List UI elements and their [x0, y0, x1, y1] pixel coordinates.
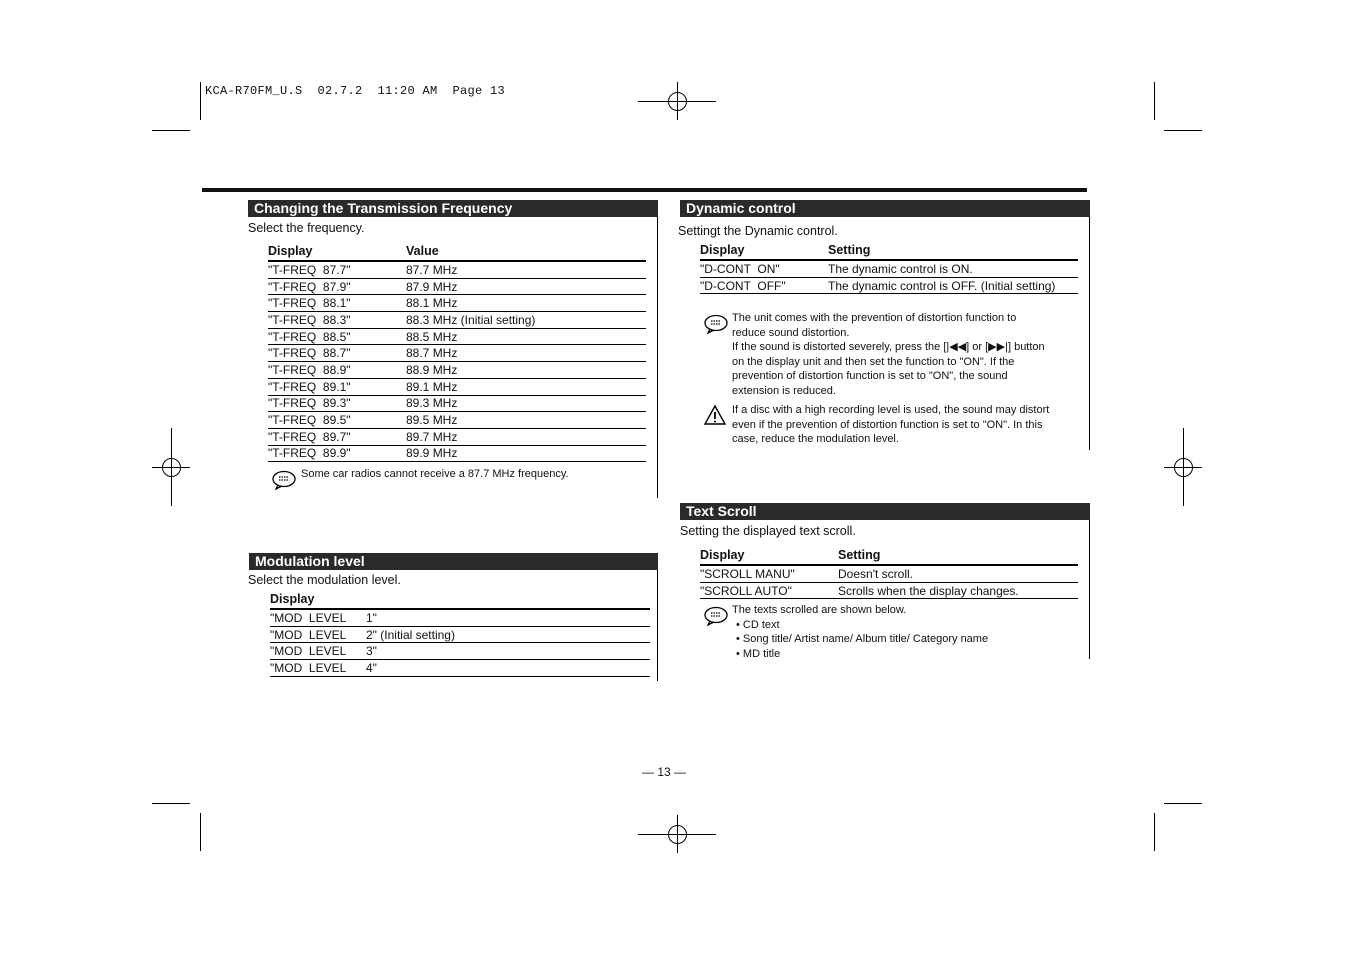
table-row — [700, 582, 1078, 599]
table-cell: "D-CONT OFF" — [700, 277, 828, 294]
scroll-note: The texts scrolled are shown below. • CD text • Song title/ Artist name/ Album title/ Category name • MD title — [732, 604, 989, 660]
page-number: — 13 — — [642, 765, 687, 779]
crop-mark — [1164, 803, 1202, 804]
column-header: Display — [268, 243, 406, 261]
table-cell: "T-FREQ 88.9" — [268, 362, 406, 379]
table-cell: 89.1 MHz — [406, 378, 646, 395]
table-row — [268, 378, 646, 395]
table-row — [268, 328, 646, 345]
table-row — [268, 362, 646, 379]
table-row — [700, 565, 1078, 582]
table-cell: "SCROLL MANU" — [700, 565, 838, 582]
table-cell: Scrolls when the display changes. — [838, 582, 1078, 599]
table-cell: "MOD LEVEL — [270, 609, 366, 626]
section-title-dynamic-control: Dynamic control — [680, 200, 1090, 217]
column-header: Display — [270, 591, 650, 609]
dynamic-note: The unit comes with the prevention of distortion function to reduce sound distortion. If the sound is distorted severely, press the [|◀◀] or [▶▶|] button on the display unit and then set the function to "ON". If the prevention of distortion function is set to "ON", the sound extension is reduced. — [732, 312, 1045, 397]
scroll-intro: Setting the displayed text scroll. — [680, 524, 856, 538]
column-border — [657, 200, 658, 498]
table-cell: "T-FREQ 89.9" — [268, 445, 406, 462]
table-cell: "T-FREQ 87.7" — [268, 261, 406, 278]
crop-mark — [152, 803, 190, 804]
scroll-table — [700, 547, 1078, 599]
warning-icon — [703, 404, 727, 426]
note-icon — [703, 314, 729, 334]
table-row — [270, 643, 650, 660]
table-row — [268, 428, 646, 445]
table-row — [268, 345, 646, 362]
crop-mark — [1154, 82, 1155, 120]
modulation-table — [270, 591, 650, 677]
table-row — [268, 445, 646, 462]
table-cell: The dynamic control is ON. — [828, 260, 1078, 277]
crosshair-icon — [638, 815, 716, 853]
table-cell: 89.5 MHz — [406, 412, 646, 429]
table-cell: "MOD LEVEL — [270, 660, 366, 677]
table-cell: 87.9 MHz — [406, 278, 646, 295]
table-cell: "T-FREQ 89.1" — [268, 378, 406, 395]
table-cell: Doesn't scroll. — [838, 565, 1078, 582]
table-cell: "T-FREQ 88.1" — [268, 295, 406, 312]
section-title-modulation: Modulation level — [249, 553, 658, 570]
table-cell: 4" — [366, 660, 650, 677]
table-row — [268, 412, 646, 429]
frequency-note: Some car radios cannot receive a 87.7 MHz frequency. — [301, 468, 569, 480]
column-header: Setting — [828, 242, 1078, 260]
table-cell: 1" — [366, 609, 650, 626]
table-cell: 88.5 MHz — [406, 328, 646, 345]
note-icon — [703, 606, 729, 626]
warning-note: If a disc with a high recording level is used, the sound may distort even if the prevention of distortion function is set to "ON". In this case, reduce the modulation level. — [732, 404, 1050, 445]
table-cell: 89.3 MHz — [406, 395, 646, 412]
table-cell: 88.1 MHz — [406, 295, 646, 312]
table-cell: "SCROLL AUTO" — [700, 582, 838, 599]
table-cell: "T-FREQ 89.7" — [268, 428, 406, 445]
frequency-table — [268, 243, 646, 462]
print-slug: KCA-R70FM_U.S 02.7.2 11:20 AM Page 13 — [205, 84, 506, 98]
crop-mark — [200, 813, 201, 851]
table-row — [268, 395, 646, 412]
section-title-frequency: Changing the Transmission Frequency — [248, 200, 658, 217]
section-title-text-scroll: Text Scroll — [680, 503, 1090, 520]
crosshair-icon — [1164, 428, 1202, 506]
table-cell: The dynamic control is OFF. (Initial setting) — [828, 277, 1078, 294]
column-header: Display — [700, 547, 838, 565]
column-header: Value — [406, 243, 646, 261]
column-border — [1089, 503, 1090, 659]
table-cell: 2" (Initial setting) — [366, 626, 650, 643]
table-cell: 88.3 MHz (Initial setting) — [406, 312, 646, 329]
column-header: Display — [700, 242, 828, 260]
column-border — [1089, 200, 1090, 450]
table-row — [270, 660, 650, 677]
dynamic-intro: Settingt the Dynamic control. — [678, 224, 838, 238]
table-row — [270, 609, 650, 626]
table-cell: "T-FREQ 89.5" — [268, 412, 406, 429]
note-icon — [271, 470, 297, 490]
table-row — [268, 261, 646, 278]
table-cell: 3" — [366, 643, 650, 660]
modulation-intro: Select the modulation level. — [248, 573, 401, 587]
crop-mark — [1164, 130, 1202, 131]
table-cell: "T-FREQ 88.5" — [268, 328, 406, 345]
crop-mark — [152, 130, 190, 131]
frequency-intro: Select the frequency. — [248, 221, 365, 235]
dynamic-table — [700, 242, 1078, 294]
table-cell: "T-FREQ 89.3" — [268, 395, 406, 412]
table-cell: "MOD LEVEL — [270, 626, 366, 643]
crosshair-icon — [638, 82, 716, 120]
table-cell: "T-FREQ 88.3" — [268, 312, 406, 329]
table-cell: 88.9 MHz — [406, 362, 646, 379]
table-cell: 89.9 MHz — [406, 445, 646, 462]
table-cell: "MOD LEVEL — [270, 643, 366, 660]
table-cell: "D-CONT ON" — [700, 260, 828, 277]
top-rule — [202, 188, 1087, 192]
crop-mark — [200, 82, 201, 120]
table-row — [268, 312, 646, 329]
crop-mark — [1154, 813, 1155, 851]
column-border — [657, 553, 658, 681]
table-row — [270, 626, 650, 643]
crosshair-icon — [152, 428, 190, 506]
table-row — [700, 260, 1078, 277]
table-cell: 87.7 MHz — [406, 261, 646, 278]
table-cell: "T-FREQ 87.9" — [268, 278, 406, 295]
table-cell: 89.7 MHz — [406, 428, 646, 445]
column-header: Setting — [838, 547, 1078, 565]
table-cell: "T-FREQ 88.7" — [268, 345, 406, 362]
table-row — [700, 277, 1078, 294]
table-row — [268, 278, 646, 295]
table-row — [268, 295, 646, 312]
table-cell: 88.7 MHz — [406, 345, 646, 362]
